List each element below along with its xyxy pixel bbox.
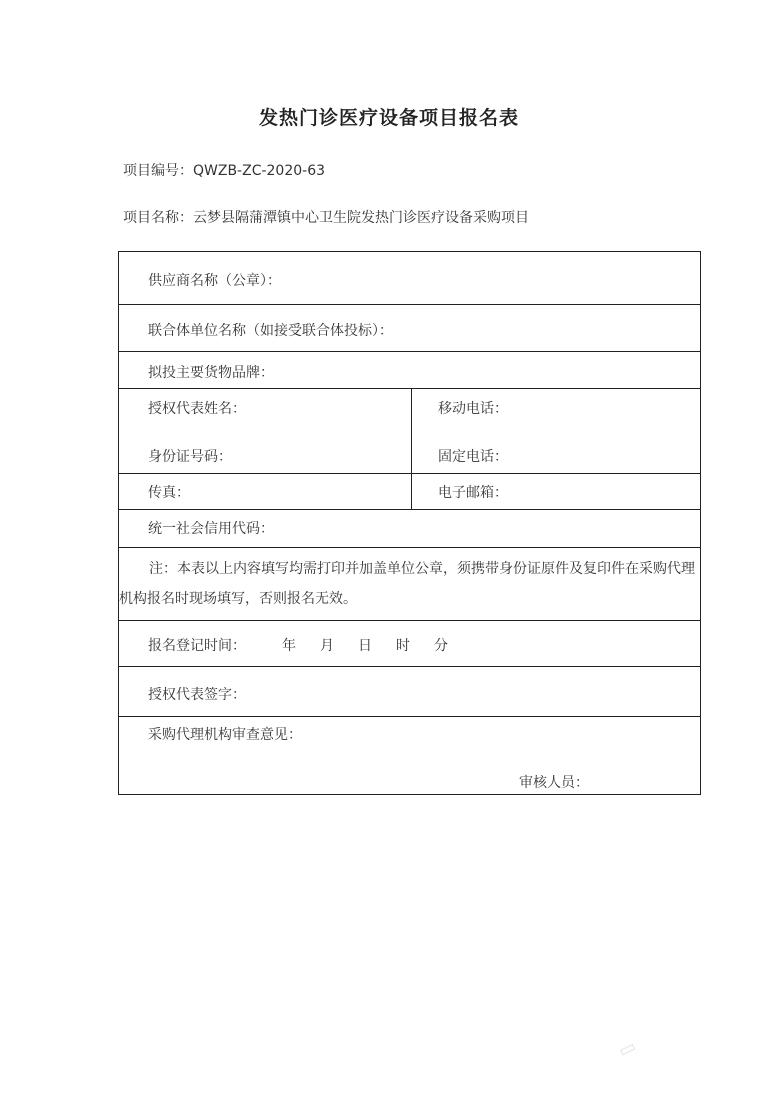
review-label: 采购代理机构审查意见： <box>148 727 302 743</box>
registration-form <box>118 251 701 795</box>
supplier-row <box>119 252 700 305</box>
note-text: 注：本表以上内容填写均需打印并加盖单位公章，须携带身份证原件及复印件在采购代理机构报名时现场填写，否则报名无效。 <box>119 561 695 607</box>
note-row <box>119 548 700 621</box>
project-code: 项目编号：QWZB-ZC-2020-63 <box>123 163 326 179</box>
id-number-label: 身份证号码： <box>148 449 232 465</box>
fax-label: 传真： <box>148 485 190 501</box>
fax-email-row <box>119 474 700 510</box>
brand-row <box>119 352 700 389</box>
project-name: 项目名称：云梦县隔蒲潭镇中心卫生院发热门诊医疗设备采购项目 <box>123 210 529 226</box>
mobile-label: 移动电话： <box>438 401 508 417</box>
brand-label: 拟投主要货物品牌： <box>148 365 274 381</box>
day-label: 日 <box>358 638 372 654</box>
consortium-row <box>119 305 700 352</box>
email-label: 电子邮箱： <box>438 485 508 501</box>
form-title: 发热门诊医疗设备项目报名表 <box>258 107 519 129</box>
auth-name-label: 授权代表姓名： <box>148 401 246 417</box>
credit-code-label: 统一社会信用代码： <box>148 521 274 537</box>
year-label: 年 <box>282 638 296 654</box>
consortium-label: 联合体单位名称（如接受联合体投标）： <box>148 323 393 339</box>
hour-label: 时 <box>396 638 410 654</box>
signature-row <box>119 667 700 717</box>
month-label: 月 <box>320 638 334 654</box>
registration-time-label: 报名登记时间： <box>148 638 246 654</box>
reviewer-label: 审核人员： <box>519 775 589 791</box>
credit-code-row <box>119 510 700 548</box>
supplier-label: 供应商名称（公章）： <box>148 273 281 289</box>
signature-label: 授权代表签字： <box>148 687 246 703</box>
representative-row <box>119 389 700 474</box>
landline-label: 固定电话： <box>438 449 508 465</box>
review-row <box>119 717 700 796</box>
registration-time-row <box>119 621 700 667</box>
minute-label: 分 <box>434 638 448 654</box>
column-divider <box>411 389 412 510</box>
watermark-stamp <box>620 1044 635 1056</box>
registration-time <box>148 635 448 655</box>
